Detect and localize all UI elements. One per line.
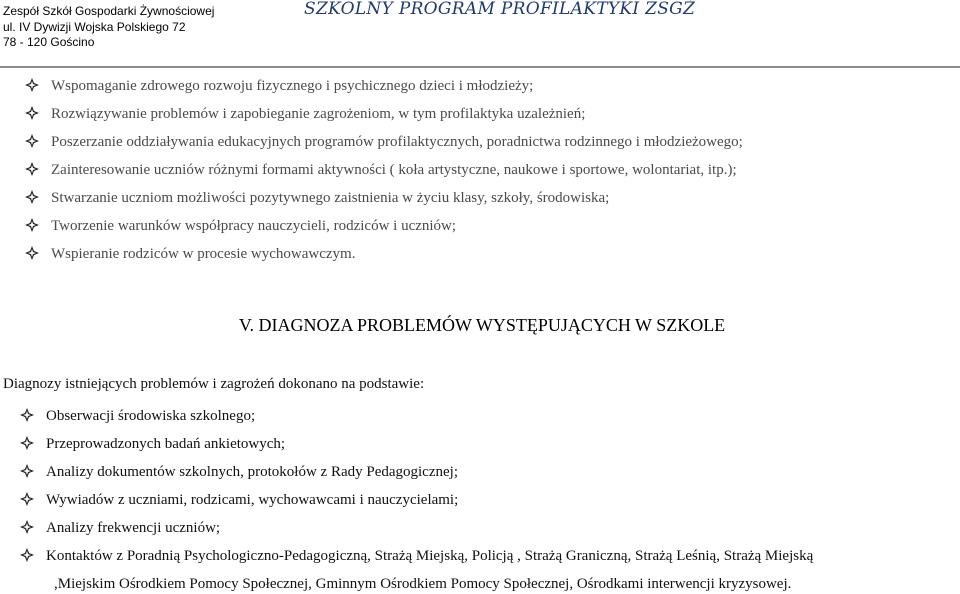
- section-heading-text: V. DIAGNOZA PROBLEMÓW WYSTĘPUJĄCYCH W SZKOLE: [238, 315, 726, 335]
- four-petal-diamond-icon: [25, 162, 39, 176]
- list-item-text: Stwarzanie uczniom możliwości pozytywnego zaistnienia w życiu klasy, szkoły, środowiska;: [51, 190, 610, 206]
- list-item: [25, 132, 743, 151]
- list-item: [25, 216, 456, 235]
- list-item-text: Analizy dokumentów szkolnych, protokołów z Rady Pedagogicznej;: [46, 464, 458, 480]
- list-item-text: Wspieranie rodziców w procesie wychowawczym.: [51, 246, 356, 262]
- list-item-text: Analizy frekwencji uczniów;: [46, 520, 221, 536]
- four-petal-diamond-icon: [25, 106, 39, 120]
- list-item: [20, 406, 255, 425]
- list-item-text: Tworzenie warunków współpracy nauczycieli, rodziców i uczniów;: [51, 218, 457, 234]
- list-item: [20, 518, 220, 537]
- four-petal-diamond-icon: [25, 78, 39, 92]
- school-address-block: [3, 4, 214, 51]
- section-intro: Diagnozy istniejących problemów i zagrożeń dokonano na podstawie:: [3, 376, 425, 392]
- list-item: [20, 434, 285, 453]
- four-petal-diamond-icon: [25, 218, 39, 232]
- four-petal-diamond-icon: [20, 492, 34, 506]
- list-item: [25, 160, 737, 179]
- section-heading: [0, 315, 960, 336]
- header-divider: [0, 66, 960, 68]
- list-item: [20, 546, 813, 565]
- program-title: SZKOLNY PROGRAM PROFILAKTYKI ZSGŻ: [304, 0, 696, 19]
- school-name: Zespół Szkół Gospodarki Żywnościowej: [3, 4, 215, 18]
- list-item: [25, 76, 533, 95]
- four-petal-diamond-icon: [25, 190, 39, 204]
- four-petal-diamond-icon: [20, 520, 34, 534]
- list-item: [25, 188, 609, 207]
- list-item-text: Przeprowadzonych badań ankietowych;: [46, 436, 286, 452]
- school-city: 78 - 120 Gościno: [3, 35, 95, 49]
- list-item-text: Wspomaganie zdrowego rozwoju fizycznego i psychicznego dzieci i młodzieży;: [51, 78, 534, 94]
- list-item-text: Rozwiązywanie problemów i zapobieganie zagrożeniom, w tym profilaktyka uzależnień;: [51, 106, 586, 122]
- four-petal-diamond-icon: [20, 408, 34, 422]
- four-petal-diamond-icon: [25, 246, 39, 260]
- four-petal-diamond-icon: [20, 464, 34, 478]
- list-item-text: Zainteresowanie uczniów różnymi formami aktywności ( koła artystyczne, naukowe i sportowe, wolontariat, itp.);: [51, 162, 737, 178]
- four-petal-diamond-icon: [25, 134, 39, 148]
- list-item-text: Kontaktów z Poradnią Psychologiczno-Pedagogiczną, Strażą Miejską, Policją , Strażą Graniczną, Strażą Leśnią, Strażą Miejską: [46, 548, 814, 564]
- list-item: [25, 104, 585, 123]
- list-item: [20, 462, 458, 481]
- list-item: [25, 244, 355, 263]
- list-item-continuation: ,Miejskim Ośrodkiem Pomocy Społecznej, Gminnym Ośrodkiem Pomocy Społecznej, Ośrodkami interwencji kryzysowej.: [54, 576, 792, 592]
- list-item-text: Obserwacji środowiska szkolnego;: [46, 408, 256, 424]
- school-street: ul. IV Dywizji Wojska Polskiego 72: [3, 19, 186, 34]
- four-petal-diamond-icon: [20, 436, 34, 450]
- list-item-text: Poszerzanie oddziaływania edukacyjnych programów profilaktycznych, poradnictwa rodzinnego i młodzieżowego;: [51, 134, 743, 150]
- four-petal-diamond-icon: [20, 548, 34, 562]
- list-item: [20, 490, 458, 509]
- list-item-text: Wywiadów z uczniami, rodzicami, wychowawcami i nauczycielami;: [46, 492, 459, 508]
